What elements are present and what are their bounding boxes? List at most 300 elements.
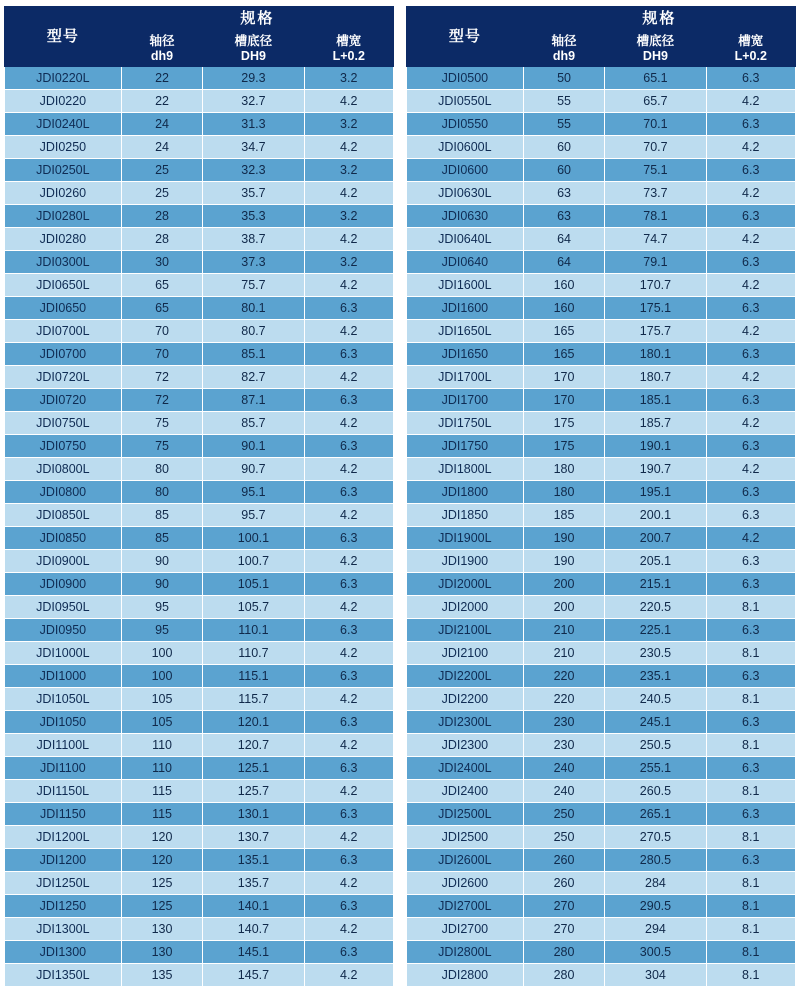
cell-model: JDI1250 <box>5 895 122 918</box>
cell-shaft-diameter: 90 <box>121 550 203 573</box>
table-row <box>407 665 796 688</box>
table-row <box>407 274 796 297</box>
table-row <box>5 481 394 504</box>
cell-groove-diameter: 85.7 <box>203 412 304 435</box>
cell-model: JDI1700L <box>407 366 524 389</box>
cell-shaft-diameter: 80 <box>121 481 203 504</box>
cell-groove-diameter: 200.1 <box>605 504 706 527</box>
cell-model: JDI0650L <box>5 274 122 297</box>
cell-model: JDI1750L <box>407 412 524 435</box>
cell-groove-width: 4.2 <box>706 274 796 297</box>
cell-groove-width: 4.2 <box>304 826 394 849</box>
cell-groove-width: 6.3 <box>706 665 796 688</box>
cell-shaft-diameter: 22 <box>121 67 203 90</box>
cell-groove-diameter: 70.7 <box>605 136 706 159</box>
table-row <box>5 366 394 389</box>
cell-groove-width: 6.3 <box>706 619 796 642</box>
cell-groove-diameter: 230.5 <box>605 642 706 665</box>
cell-shaft-diameter: 180 <box>523 458 605 481</box>
cell-groove-diameter: 220.5 <box>605 596 706 619</box>
cell-shaft-diameter: 210 <box>523 619 605 642</box>
cell-model: JDI0700 <box>5 343 122 366</box>
cell-model: JDI1600L <box>407 274 524 297</box>
cell-groove-diameter: 75.1 <box>605 159 706 182</box>
cell-model: JDI2400L <box>407 757 524 780</box>
cell-groove-width: 4.2 <box>304 320 394 343</box>
table-row <box>407 159 796 182</box>
table-row <box>5 596 394 619</box>
cell-shaft-diameter: 220 <box>523 688 605 711</box>
cell-groove-width: 3.2 <box>304 205 394 228</box>
cell-model: JDI0260 <box>5 182 122 205</box>
table-row <box>407 412 796 435</box>
cell-groove-diameter: 120.7 <box>203 734 304 757</box>
cell-groove-width: 6.3 <box>304 435 394 458</box>
spec-table-left <box>4 6 394 987</box>
cell-groove-diameter: 225.1 <box>605 619 706 642</box>
cell-model: JDI1800 <box>407 481 524 504</box>
cell-groove-width: 6.3 <box>706 205 796 228</box>
cell-model: JDI2200 <box>407 688 524 711</box>
cell-model: JDI0280L <box>5 205 122 228</box>
cell-groove-diameter: 35.3 <box>203 205 304 228</box>
table-row <box>5 274 394 297</box>
table-row <box>5 389 394 412</box>
table-row <box>5 159 394 182</box>
cell-groove-width: 3.2 <box>304 113 394 136</box>
table-row <box>407 182 796 205</box>
cell-groove-width: 4.2 <box>304 136 394 159</box>
cell-model: JDI0600L <box>407 136 524 159</box>
cell-shaft-diameter: 120 <box>121 849 203 872</box>
header-shaft-diameter-label: 轴径 <box>149 34 175 49</box>
cell-shaft-diameter: 230 <box>523 734 605 757</box>
cell-model: JDI0240L <box>5 113 122 136</box>
table-row <box>5 780 394 803</box>
table-row <box>5 734 394 757</box>
cell-groove-width: 8.1 <box>706 872 796 895</box>
cell-groove-width: 8.1 <box>706 596 796 619</box>
cell-groove-diameter: 125.7 <box>203 780 304 803</box>
cell-shaft-diameter: 125 <box>121 872 203 895</box>
table-row <box>5 90 394 113</box>
cell-groove-diameter: 90.1 <box>203 435 304 458</box>
cell-shaft-diameter: 105 <box>121 688 203 711</box>
table-row <box>407 320 796 343</box>
cell-groove-width: 6.3 <box>706 573 796 596</box>
cell-model: JDI1300L <box>5 918 122 941</box>
cell-model: JDI0720L <box>5 366 122 389</box>
cell-groove-width: 4.2 <box>706 228 796 251</box>
cell-shaft-diameter: 135 <box>121 964 203 987</box>
cell-groove-width: 4.2 <box>706 527 796 550</box>
cell-groove-diameter: 185.1 <box>605 389 706 412</box>
cell-groove-diameter: 120.1 <box>203 711 304 734</box>
cell-groove-diameter: 280.5 <box>605 849 706 872</box>
cell-model: JDI2600 <box>407 872 524 895</box>
cell-groove-diameter: 215.1 <box>605 573 706 596</box>
cell-model: JDI2300L <box>407 711 524 734</box>
cell-groove-diameter: 135.1 <box>203 849 304 872</box>
cell-groove-width: 8.1 <box>706 895 796 918</box>
cell-model: JDI1800L <box>407 458 524 481</box>
cell-groove-width: 6.3 <box>304 803 394 826</box>
cell-groove-diameter: 125.1 <box>203 757 304 780</box>
cell-shaft-diameter: 24 <box>121 113 203 136</box>
cell-model: JDI0700L <box>5 320 122 343</box>
cell-shaft-diameter: 72 <box>121 389 203 412</box>
table-row <box>5 872 394 895</box>
cell-shaft-diameter: 260 <box>523 849 605 872</box>
cell-shaft-diameter: 165 <box>523 320 605 343</box>
cell-groove-width: 4.2 <box>304 872 394 895</box>
header-groove-width <box>304 31 394 67</box>
cell-shaft-diameter: 70 <box>121 320 203 343</box>
cell-groove-diameter: 70.1 <box>605 113 706 136</box>
cell-shaft-diameter: 95 <box>121 619 203 642</box>
cell-shaft-diameter: 130 <box>121 941 203 964</box>
cell-groove-width: 6.3 <box>706 67 796 90</box>
cell-groove-width: 8.1 <box>706 826 796 849</box>
cell-shaft-diameter: 90 <box>121 573 203 596</box>
header-shaft-diameter-unit: dh9 <box>150 48 174 63</box>
cell-groove-diameter: 200.7 <box>605 527 706 550</box>
table-row <box>5 182 394 205</box>
table-row <box>5 688 394 711</box>
cell-shaft-diameter: 115 <box>121 803 203 826</box>
table-row <box>5 619 394 642</box>
cell-model: JDI0750 <box>5 435 122 458</box>
table-row <box>407 688 796 711</box>
table-row <box>5 711 394 734</box>
cell-shaft-diameter: 190 <box>523 527 605 550</box>
cell-groove-diameter: 32.3 <box>203 159 304 182</box>
cell-groove-width: 4.2 <box>706 136 796 159</box>
table-row <box>407 780 796 803</box>
cell-shaft-diameter: 72 <box>121 366 203 389</box>
cell-shaft-diameter: 85 <box>121 527 203 550</box>
cell-groove-diameter: 180.7 <box>605 366 706 389</box>
table-row <box>407 90 796 113</box>
header-groove-width <box>706 31 796 67</box>
cell-groove-diameter: 175.7 <box>605 320 706 343</box>
cell-model: JDI1050 <box>5 711 122 734</box>
cell-groove-width: 4.2 <box>706 366 796 389</box>
cell-groove-diameter: 110.1 <box>203 619 304 642</box>
cell-model: JDI0550 <box>407 113 524 136</box>
cell-shaft-diameter: 170 <box>523 366 605 389</box>
cell-groove-diameter: 294 <box>605 918 706 941</box>
cell-groove-diameter: 205.1 <box>605 550 706 573</box>
header-groove-width-unit: L+0.2 <box>734 48 767 63</box>
table-row <box>407 964 796 987</box>
cell-shaft-diameter: 28 <box>121 205 203 228</box>
cell-shaft-diameter: 50 <box>523 67 605 90</box>
spec-table-right <box>406 6 796 987</box>
header-model: 型号 <box>407 7 524 67</box>
cell-groove-width: 6.3 <box>304 619 394 642</box>
cell-groove-width: 4.2 <box>304 964 394 987</box>
table-row <box>5 251 394 274</box>
table-header-right <box>407 7 796 67</box>
cell-groove-width: 4.2 <box>706 412 796 435</box>
table-row <box>407 711 796 734</box>
cell-groove-width: 4.2 <box>304 90 394 113</box>
table-row <box>5 412 394 435</box>
table-row <box>407 596 796 619</box>
cell-shaft-diameter: 80 <box>121 458 203 481</box>
header-shaft-diameter <box>121 31 203 67</box>
cell-shaft-diameter: 280 <box>523 964 605 987</box>
cell-groove-diameter: 31.3 <box>203 113 304 136</box>
cell-groove-diameter: 35.7 <box>203 182 304 205</box>
cell-shaft-diameter: 125 <box>121 895 203 918</box>
table-row <box>5 573 394 596</box>
cell-model: JDI0800 <box>5 481 122 504</box>
table-row <box>5 918 394 941</box>
table-row <box>407 458 796 481</box>
cell-groove-width: 6.3 <box>304 389 394 412</box>
cell-shaft-diameter: 110 <box>121 757 203 780</box>
cell-groove-width: 4.2 <box>304 504 394 527</box>
cell-groove-diameter: 100.1 <box>203 527 304 550</box>
cell-groove-width: 8.1 <box>706 918 796 941</box>
cell-model: JDI0630 <box>407 205 524 228</box>
cell-shaft-diameter: 130 <box>121 918 203 941</box>
cell-model: JDI1250L <box>5 872 122 895</box>
cell-model: JDI0280 <box>5 228 122 251</box>
cell-model: JDI0850 <box>5 527 122 550</box>
table-body-right <box>407 67 796 987</box>
cell-groove-diameter: 38.7 <box>203 228 304 251</box>
cell-shaft-diameter: 200 <box>523 573 605 596</box>
cell-groove-width: 4.2 <box>304 780 394 803</box>
cell-groove-width: 6.3 <box>706 504 796 527</box>
cell-shaft-diameter: 22 <box>121 90 203 113</box>
cell-groove-width: 6.3 <box>706 251 796 274</box>
cell-model: JDI1100L <box>5 734 122 757</box>
cell-shaft-diameter: 25 <box>121 159 203 182</box>
cell-groove-width: 6.3 <box>706 757 796 780</box>
cell-groove-diameter: 87.1 <box>203 389 304 412</box>
cell-model: JDI0950L <box>5 596 122 619</box>
table-row <box>407 757 796 780</box>
table-row <box>407 849 796 872</box>
header-groove-diameter-unit: DH9 <box>642 48 668 63</box>
cell-groove-diameter: 74.7 <box>605 228 706 251</box>
cell-groove-width: 6.3 <box>304 849 394 872</box>
cell-shaft-diameter: 60 <box>523 159 605 182</box>
cell-shaft-diameter: 30 <box>121 251 203 274</box>
table-row <box>5 527 394 550</box>
table-row <box>5 550 394 573</box>
cell-groove-width: 4.2 <box>304 550 394 573</box>
cell-shaft-diameter: 120 <box>121 826 203 849</box>
cell-groove-width: 8.1 <box>706 964 796 987</box>
cell-groove-width: 4.2 <box>304 182 394 205</box>
cell-groove-diameter: 270.5 <box>605 826 706 849</box>
cell-groove-diameter: 85.1 <box>203 343 304 366</box>
cell-groove-width: 4.2 <box>304 366 394 389</box>
table-row <box>407 803 796 826</box>
cell-groove-width: 6.3 <box>304 297 394 320</box>
cell-shaft-diameter: 100 <box>121 665 203 688</box>
cell-groove-diameter: 82.7 <box>203 366 304 389</box>
cell-groove-width: 6.3 <box>706 297 796 320</box>
cell-model: JDI2500 <box>407 826 524 849</box>
cell-shaft-diameter: 65 <box>121 297 203 320</box>
header-groove-diameter-unit: DH9 <box>240 48 266 63</box>
cell-model: JDI0640 <box>407 251 524 274</box>
cell-groove-width: 4.2 <box>304 412 394 435</box>
cell-model: JDI2500L <box>407 803 524 826</box>
header-spec: 规格 <box>523 7 795 31</box>
cell-groove-width: 6.3 <box>304 941 394 964</box>
cell-groove-width: 4.2 <box>304 596 394 619</box>
cell-groove-diameter: 304 <box>605 964 706 987</box>
cell-shaft-diameter: 60 <box>523 136 605 159</box>
cell-groove-width: 4.2 <box>706 182 796 205</box>
cell-groove-width: 8.1 <box>706 734 796 757</box>
cell-groove-diameter: 140.7 <box>203 918 304 941</box>
table-row <box>407 504 796 527</box>
cell-model: JDI0900 <box>5 573 122 596</box>
cell-groove-diameter: 115.7 <box>203 688 304 711</box>
cell-groove-diameter: 265.1 <box>605 803 706 826</box>
cell-groove-diameter: 90.7 <box>203 458 304 481</box>
table-row <box>407 343 796 366</box>
cell-groove-width: 6.3 <box>304 665 394 688</box>
cell-model: JDI0750L <box>5 412 122 435</box>
cell-model: JDI1650L <box>407 320 524 343</box>
cell-groove-width: 6.3 <box>304 527 394 550</box>
cell-model: JDI0600 <box>407 159 524 182</box>
cell-groove-width: 4.2 <box>304 274 394 297</box>
cell-groove-diameter: 34.7 <box>203 136 304 159</box>
cell-groove-diameter: 130.7 <box>203 826 304 849</box>
cell-shaft-diameter: 65 <box>121 274 203 297</box>
cell-shaft-diameter: 260 <box>523 872 605 895</box>
cell-model: JDI2300 <box>407 734 524 757</box>
cell-groove-width: 6.3 <box>706 849 796 872</box>
cell-model: JDI1000L <box>5 642 122 665</box>
cell-groove-diameter: 140.1 <box>203 895 304 918</box>
cell-groove-diameter: 32.7 <box>203 90 304 113</box>
cell-shaft-diameter: 180 <box>523 481 605 504</box>
cell-model: JDI0500 <box>407 67 524 90</box>
cell-groove-width: 3.2 <box>304 251 394 274</box>
cell-shaft-diameter: 64 <box>523 251 605 274</box>
cell-model: JDI0720 <box>5 389 122 412</box>
cell-model: JDI0950 <box>5 619 122 642</box>
cell-model: JDI2600L <box>407 849 524 872</box>
cell-model: JDI2000L <box>407 573 524 596</box>
cell-model: JDI1850 <box>407 504 524 527</box>
table-row <box>407 251 796 274</box>
cell-model: JDI1900 <box>407 550 524 573</box>
cell-model: JDI2800 <box>407 964 524 987</box>
cell-shaft-diameter: 230 <box>523 711 605 734</box>
cell-groove-diameter: 255.1 <box>605 757 706 780</box>
cell-model: JDI1150L <box>5 780 122 803</box>
cell-groove-width: 4.2 <box>706 320 796 343</box>
header-shaft-diameter-label: 轴径 <box>551 34 577 49</box>
table-row <box>407 826 796 849</box>
table-row <box>407 67 796 90</box>
cell-shaft-diameter: 110 <box>121 734 203 757</box>
cell-model: JDI0650 <box>5 297 122 320</box>
table-row <box>407 205 796 228</box>
cell-groove-diameter: 115.1 <box>203 665 304 688</box>
cell-groove-diameter: 80.7 <box>203 320 304 343</box>
table-row <box>407 113 796 136</box>
cell-groove-diameter: 37.3 <box>203 251 304 274</box>
cell-shaft-diameter: 100 <box>121 642 203 665</box>
cell-model: JDI1700 <box>407 389 524 412</box>
cell-shaft-diameter: 250 <box>523 803 605 826</box>
cell-model: JDI1600 <box>407 297 524 320</box>
cell-groove-width: 6.3 <box>304 757 394 780</box>
cell-groove-width: 6.3 <box>706 435 796 458</box>
cell-shaft-diameter: 63 <box>523 205 605 228</box>
cell-groove-diameter: 135.7 <box>203 872 304 895</box>
cell-shaft-diameter: 160 <box>523 297 605 320</box>
cell-model: JDI2400 <box>407 780 524 803</box>
header-shaft-diameter-unit: dh9 <box>552 48 576 63</box>
cell-shaft-diameter: 185 <box>523 504 605 527</box>
cell-groove-width: 4.2 <box>706 90 796 113</box>
cell-model: JDI0550L <box>407 90 524 113</box>
cell-groove-diameter: 145.1 <box>203 941 304 964</box>
cell-model: JDI0640L <box>407 228 524 251</box>
cell-model: JDI1100 <box>5 757 122 780</box>
cell-shaft-diameter: 200 <box>523 596 605 619</box>
cell-model: JDI0220 <box>5 90 122 113</box>
cell-shaft-diameter: 175 <box>523 412 605 435</box>
table-row <box>407 550 796 573</box>
cell-groove-diameter: 100.7 <box>203 550 304 573</box>
table-row <box>407 573 796 596</box>
cell-groove-width: 3.2 <box>304 67 394 90</box>
cell-shaft-diameter: 28 <box>121 228 203 251</box>
header-model: 型号 <box>5 7 122 67</box>
cell-shaft-diameter: 55 <box>523 113 605 136</box>
cell-model: JDI1900L <box>407 527 524 550</box>
cell-shaft-diameter: 24 <box>121 136 203 159</box>
cell-groove-diameter: 240.5 <box>605 688 706 711</box>
table-row <box>5 895 394 918</box>
table-row <box>5 435 394 458</box>
cell-shaft-diameter: 105 <box>121 711 203 734</box>
cell-groove-diameter: 79.1 <box>605 251 706 274</box>
table-row <box>407 527 796 550</box>
cell-groove-width: 3.2 <box>304 159 394 182</box>
cell-shaft-diameter: 170 <box>523 389 605 412</box>
cell-model: JDI0250L <box>5 159 122 182</box>
cell-groove-diameter: 195.1 <box>605 481 706 504</box>
cell-groove-width: 6.3 <box>706 550 796 573</box>
cell-groove-width: 6.3 <box>706 389 796 412</box>
cell-groove-width: 6.3 <box>706 113 796 136</box>
table-row <box>5 320 394 343</box>
cell-shaft-diameter: 165 <box>523 343 605 366</box>
table-row <box>407 941 796 964</box>
cell-shaft-diameter: 55 <box>523 90 605 113</box>
header-groove-width-label: 槽宽 <box>336 34 362 49</box>
cell-groove-diameter: 175.1 <box>605 297 706 320</box>
cell-model: JDI1750 <box>407 435 524 458</box>
cell-model: JDI2000 <box>407 596 524 619</box>
